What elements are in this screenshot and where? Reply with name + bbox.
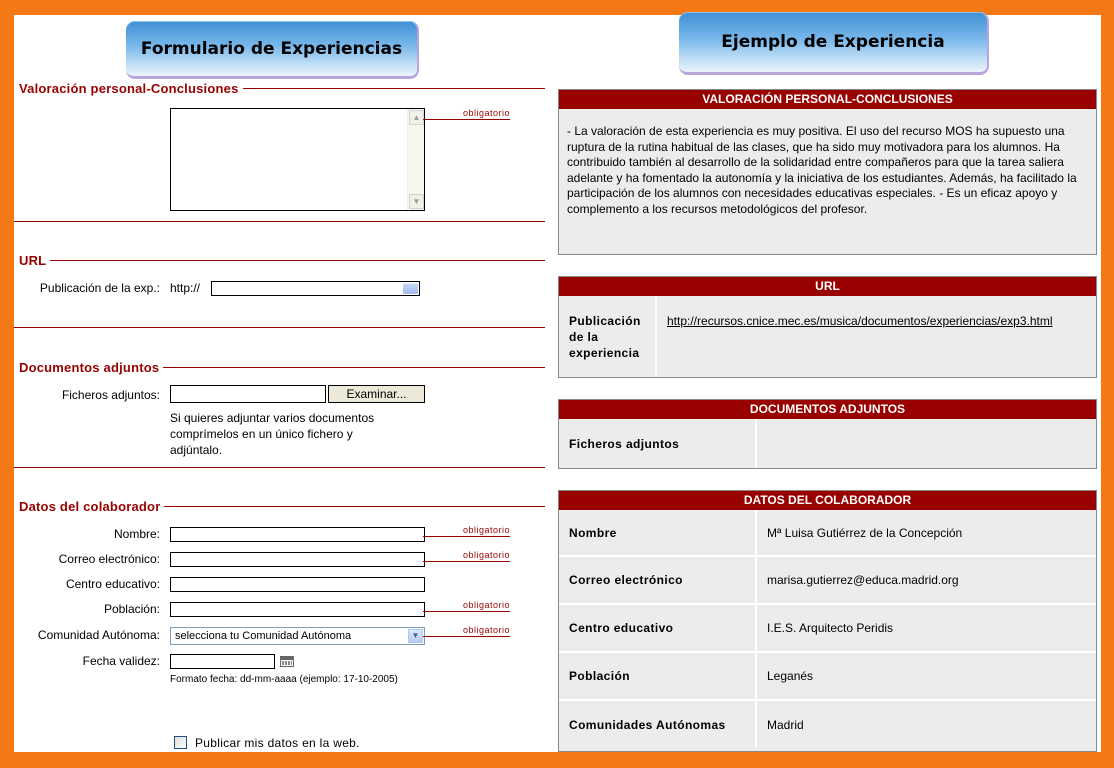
row-value: Madrid: [756, 700, 1096, 748]
fecha-hint: Formato fecha: dd-mm-aaaa (ejemplo: 17-10-2005): [170, 674, 398, 685]
panel-header: DATOS DEL COLABORADOR: [559, 491, 1096, 510]
panel-header: VALORACIÓN PERSONAL-CONCLUSIONES: [559, 90, 1096, 109]
divider: [14, 467, 545, 468]
select-value: selecciona tu Comunidad Autónoma: [175, 630, 352, 642]
table-row: [559, 604, 1096, 652]
comunidad-select[interactable]: [170, 627, 425, 645]
example-documentos-panel: [558, 399, 1097, 469]
poblacion-label: Población:: [103, 602, 160, 616]
section-url-heading: [19, 252, 545, 268]
file-path-input[interactable]: [170, 385, 326, 403]
required-label: obligatorio: [423, 550, 510, 562]
row-key: Correo electrónico: [559, 556, 756, 604]
section-title: Documentos adjuntos: [19, 359, 160, 375]
section-valoracion-heading: [19, 80, 545, 96]
fecha-label: Fecha validez:: [82, 654, 160, 668]
section-title: Datos del colaborador: [19, 498, 161, 514]
nombre-input[interactable]: [170, 527, 425, 542]
table-row: [559, 700, 1096, 748]
documentos-value: [756, 419, 1096, 468]
row-value: Mª Luisa Gutiérrez de la Concepción: [767, 525, 963, 540]
row-key: Población: [559, 652, 756, 700]
required-label: obligatorio: [423, 600, 510, 612]
scroll-up-icon[interactable]: ▲: [409, 110, 424, 125]
url-prefix: http://: [170, 281, 201, 295]
ficheros-label: Ficheros adjuntos:: [61, 388, 160, 402]
example-title: Ejemplo de Experiencia: [679, 12, 989, 75]
section-colaborador-heading: [19, 498, 545, 514]
panel-header: DOCUMENTOS ADJUNTOS: [559, 400, 1096, 419]
url-value: [656, 296, 1096, 377]
row-key: Centro educativo: [559, 604, 756, 652]
section-documentos-heading: [19, 359, 545, 375]
hint-line: comprímelos en un único fichero y: [170, 427, 353, 441]
autocomplete-icon[interactable]: [403, 283, 418, 294]
documentos-key: Ficheros adjuntos: [559, 419, 756, 468]
publicar-checkbox[interactable]: [174, 736, 187, 749]
valoracion-textarea[interactable]: [170, 108, 425, 211]
row-key: Comunidades Autónomas: [559, 700, 756, 748]
panel-header: URL: [559, 277, 1096, 296]
correo-input[interactable]: [170, 552, 425, 567]
fecha-input[interactable]: [170, 654, 275, 669]
url-input[interactable]: [211, 281, 420, 296]
row-value: marisa.gutierrez@educa.madrid.org: [756, 556, 1096, 604]
example-url-panel: [558, 276, 1097, 378]
publicar-label: Publicar mis datos en la web.: [195, 736, 360, 750]
poblacion-input[interactable]: [170, 602, 425, 617]
calendar-icon[interactable]: [280, 656, 294, 667]
centro-label: Centro educativo:: [65, 577, 160, 591]
scroll-down-icon[interactable]: ▼: [409, 194, 424, 209]
browse-button[interactable]: Examinar...: [328, 385, 425, 403]
hint-line: adjúntalo.: [170, 443, 223, 457]
documentos-table: [559, 419, 1096, 468]
hint-line: Si quieres adjuntar varios documentos: [170, 411, 375, 425]
section-title: Valoración personal-Conclusiones: [19, 80, 239, 96]
valoracion-text: - La valoración de esta experiencia es muy positiva. El uso del recurso MOS ha supuesto una ruptura de la rutina habitual de las clases, que ha sido muy motivadora para los alumnos. Ha contribuido también al desarrollo de la solidaridad entre compañeros para que la tarea saliera adelante y ha fomentado la autonomía y la iniciativa de los estudiantes. Además, ha facilitado la participación de los alumnos con necesidades educativas especiales. - Es un eficaz apoyo y complemento a los recursos metodológicos del profesor.: [567, 124, 1077, 216]
colaborador-table: [559, 510, 1096, 748]
nombre-label: Nombre:: [113, 527, 160, 541]
url-table: [559, 296, 1096, 377]
section-title: URL: [19, 252, 47, 268]
comunidad-label: Comunidad Autónoma:: [37, 628, 160, 642]
experience-link[interactable]: http://recursos.cnice.mec.es/musica/documentos/experiencias/exp3.html: [667, 314, 1053, 328]
table-row: [559, 510, 1096, 556]
example-colaborador-panel: [558, 490, 1097, 752]
url-label: Publicación de la exp.:: [39, 281, 160, 295]
attachment-hint: [170, 410, 374, 458]
textarea-scrollbar[interactable]: [407, 109, 424, 210]
chevron-down-icon[interactable]: ▼: [408, 629, 423, 643]
centro-input[interactable]: [170, 577, 425, 592]
row-value: Leganés: [756, 652, 1096, 700]
row-value: I.E.S. Arquitecto Peridis: [756, 604, 1096, 652]
table-row: [559, 652, 1096, 700]
url-key: Publicación de la experiencia: [559, 296, 656, 377]
table-row: [559, 556, 1096, 604]
required-label: obligatorio: [423, 625, 510, 637]
example-valoracion-panel: [558, 89, 1097, 255]
page-canvas: [14, 15, 1101, 752]
required-label: obligatorio: [423, 108, 510, 120]
correo-label: Correo electrónico:: [58, 552, 160, 566]
row-key: Nombre: [559, 510, 756, 556]
divider: [14, 327, 545, 328]
divider: [14, 221, 545, 222]
required-label: obligatorio: [423, 525, 510, 537]
form-title: Formulario de Experiencias: [126, 21, 419, 79]
